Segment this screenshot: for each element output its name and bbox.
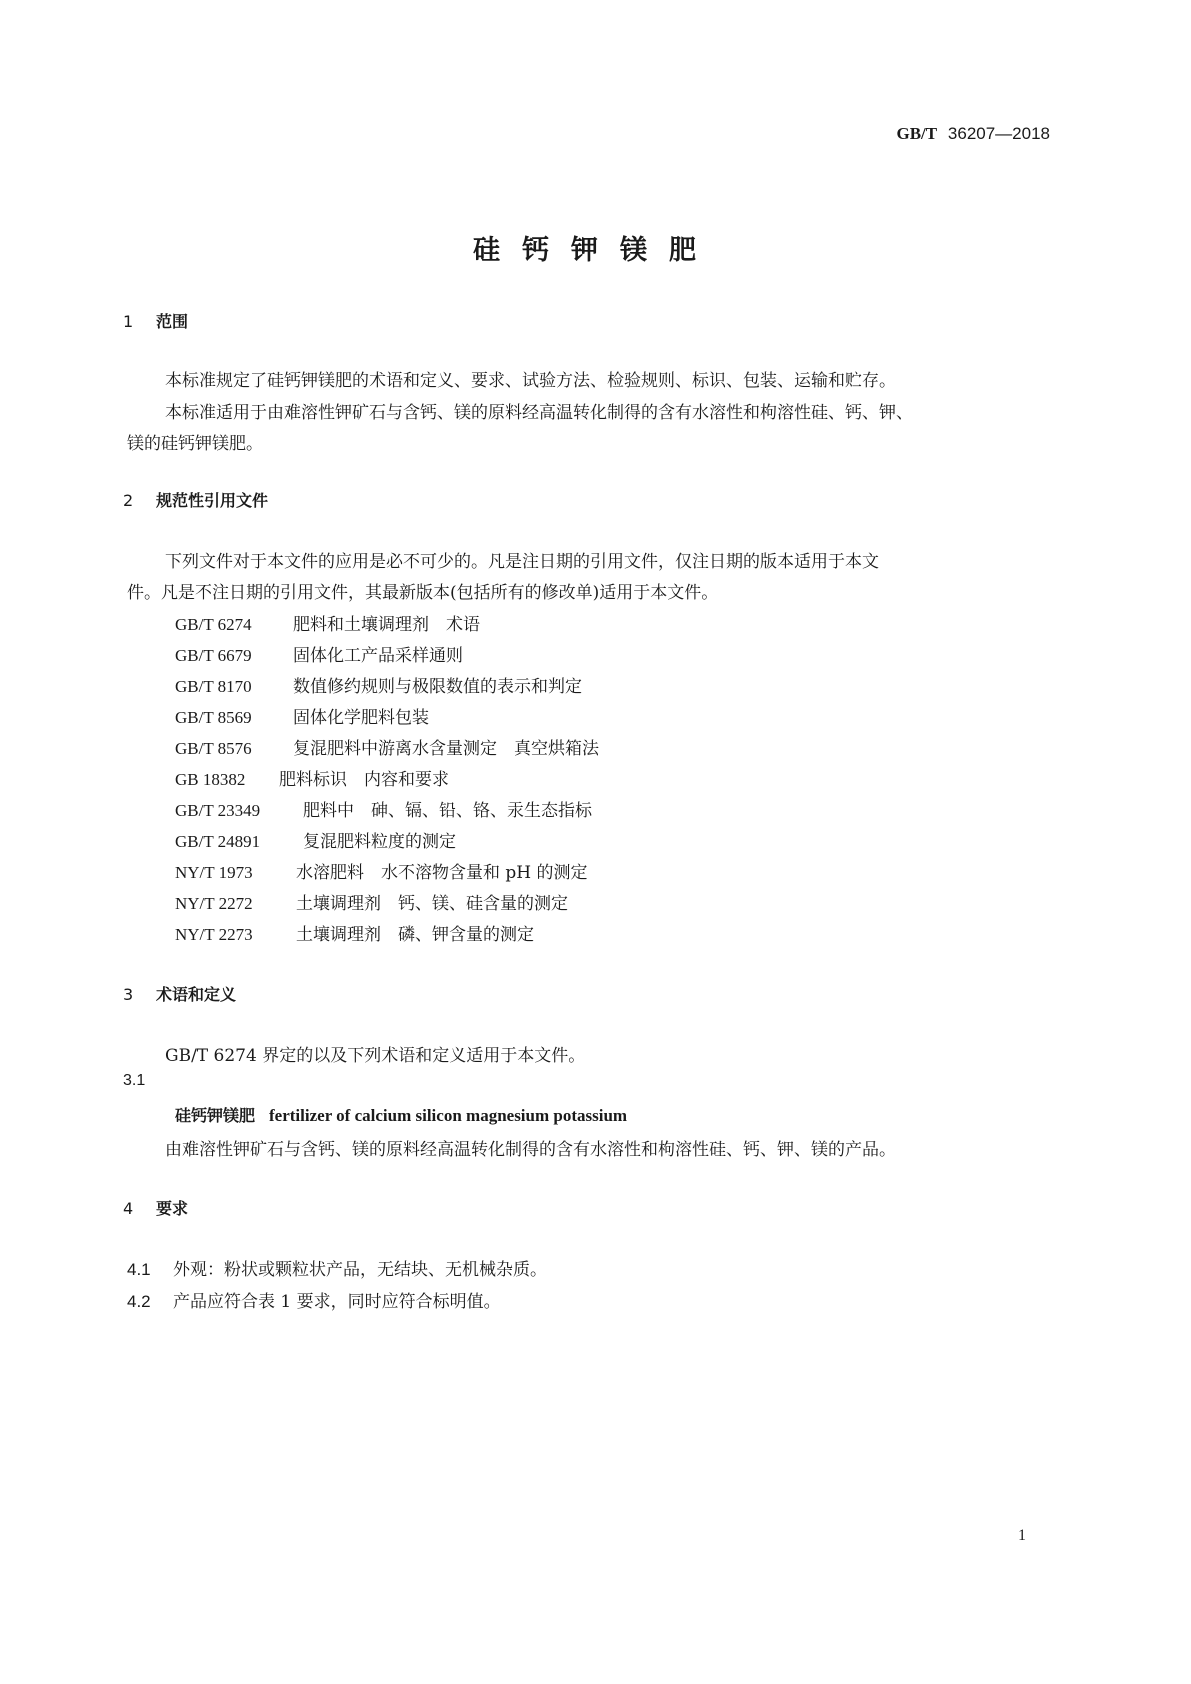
document-title: 硅钙钾镁肥: [473, 235, 718, 266]
section-2-heading: [123, 488, 268, 511]
reference-title: 固体化工产品采样通则: [293, 646, 463, 666]
reference-title: 土壤调理剂 磷、钾含量的测定: [296, 925, 534, 945]
reference-code: NY/T 2273: [175, 925, 253, 944]
clause-text: 产品应符合表 1 要求，同时应符合标明值。: [173, 1292, 501, 1312]
reference-code: GB 18382: [175, 770, 246, 789]
terms-intro: GB/T 6274 界定的以及下列术语和定义适用于本文件。: [165, 1046, 586, 1066]
clause-4-1: [127, 1255, 547, 1280]
reference-item: [175, 796, 592, 821]
clause-4-2: [127, 1287, 501, 1312]
reference-title: 土壤调理剂 钙、镁、硅含量的测定: [296, 894, 568, 914]
reference-item: [175, 703, 429, 728]
reference-item: [175, 641, 463, 666]
term-entry: [175, 1103, 627, 1126]
section-title: 要求: [156, 1199, 189, 1218]
reference-title: 固体化学肥料包装: [293, 708, 429, 728]
section-number: 4: [123, 1199, 134, 1218]
section-number: 2: [123, 491, 134, 510]
clause-text: 外观：粉状或颗粒状产品，无结块、无机械杂质。: [173, 1260, 547, 1280]
reference-code: GB/T 23349: [175, 801, 261, 820]
standard-prefix: GB/T: [896, 124, 938, 143]
reference-code: GB/T 6274: [175, 615, 252, 634]
reference-item: [175, 827, 456, 852]
section-title: 规范性引用文件: [156, 491, 269, 510]
section-number: 3: [123, 985, 134, 1004]
reference-title: 复混肥料粒度的测定: [303, 832, 456, 852]
standard-number: 36207—2018: [947, 124, 1050, 143]
reference-title: 数值修约规则与极限数值的表示和判定: [293, 677, 582, 697]
term-number: 3.1: [123, 1072, 146, 1089]
reference-item: [175, 889, 568, 914]
section-title: 范围: [156, 312, 189, 331]
reference-item: [175, 920, 534, 945]
reference-title: 肥料和土壤调理剂 术语: [293, 615, 480, 635]
term-english: fertilizer of calcium silicon magnesium potassium: [269, 1106, 628, 1125]
reference-code: GB/T 8576: [175, 739, 252, 758]
term-definition: 由难溶性钾矿石与含钙、镁的原料经高温转化制得的含有水溶性和枸溶性硅、钙、钾、镁的产品。: [165, 1140, 896, 1160]
reference-item: [175, 734, 599, 759]
clause-number: 4.1: [127, 1260, 151, 1279]
reference-item: [175, 672, 582, 697]
reference-item: [175, 858, 588, 883]
reference-title: 肥料标识 内容和要求: [279, 770, 449, 790]
term-chinese: 硅钙钾镁肥: [175, 1106, 256, 1125]
reference-code: NY/T 2272: [175, 894, 253, 913]
standard-code: [896, 124, 1050, 144]
reference-title: 复混肥料中游离水含量测定 真空烘箱法: [293, 739, 599, 759]
references-intro-line-1: 下列文件对于本文件的应用是必不可少的。凡是注日期的引用文件，仅注日期的版本适用于本文: [165, 552, 879, 572]
reference-title: 肥料中 砷、镉、铅、铬、汞生态指标: [303, 801, 592, 821]
section-3-heading: [123, 982, 236, 1005]
scope-paragraph-1: 本标准规定了硅钙钾镁肥的术语和定义、要求、试验方法、检验规则、标识、包装、运输和贮存。: [165, 371, 896, 391]
reference-title: 水溶肥料 水不溶物含量和 pH 的测定: [296, 863, 588, 883]
reference-code: GB/T 8170: [175, 677, 252, 696]
references-intro-line-2: 件。凡是不注日期的引用文件，其最新版本(包括所有的修改单)适用于本文件。: [127, 583, 719, 603]
section-1-heading: [123, 309, 188, 332]
section-title: 术语和定义: [156, 985, 237, 1004]
reference-code: GB/T 8569: [175, 708, 252, 727]
reference-code: GB/T 6679: [175, 646, 252, 665]
section-number: 1: [123, 312, 134, 331]
scope-paragraph-2-line-1: 本标准适用于由难溶性钾矿石与含钙、镁的原料经高温转化制得的含有水溶性和枸溶性硅、钙、钾、: [165, 403, 913, 423]
reference-item: [175, 765, 449, 790]
reference-code: NY/T 1973: [175, 863, 253, 882]
scope-paragraph-2-line-2: 镁的硅钙钾镁肥。: [127, 434, 263, 454]
section-4-heading: [123, 1196, 188, 1219]
reference-code: GB/T 24891: [175, 832, 261, 851]
page-number: 1: [1018, 1527, 1026, 1544]
clause-number: 4.2: [127, 1292, 151, 1311]
reference-item: [175, 610, 480, 635]
